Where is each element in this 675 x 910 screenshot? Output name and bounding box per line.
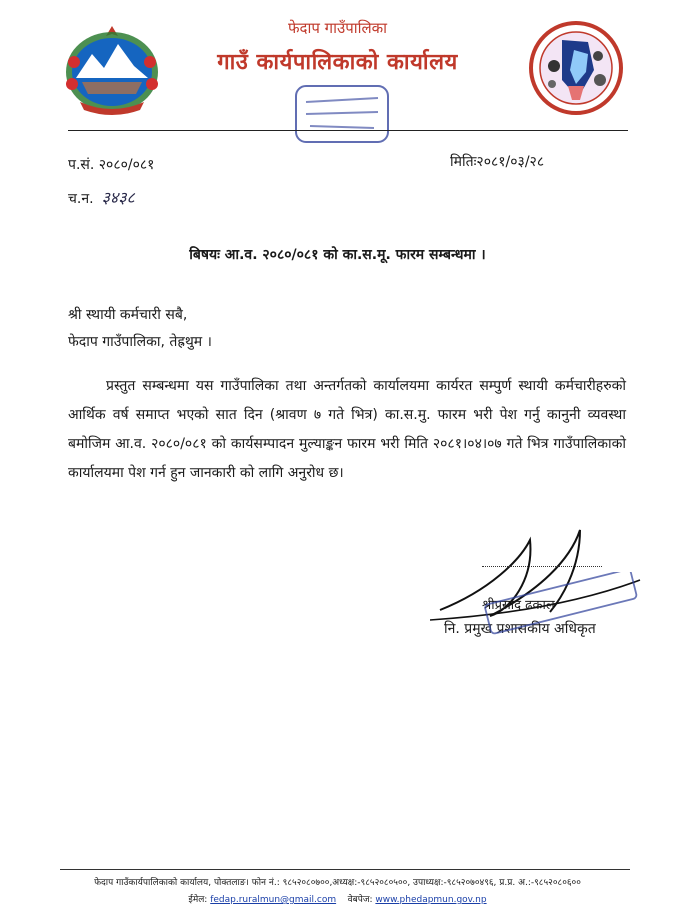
dispatch-label: च.न. <box>68 191 94 207</box>
email-link[interactable]: fedap.ruralmun@gmail.com <box>210 895 337 905</box>
signatory-title: नि. प्रमुख प्रशासकीय अधिकृत <box>444 621 596 637</box>
office-title: गाउँ कार्यपालिकाको कार्यालय <box>217 50 458 75</box>
reference-number: प.सं. २०८०/०८१ <box>68 157 155 173</box>
dispatch-number <box>68 186 135 208</box>
letter-body: प्रस्तुत सम्बन्धमा यस गाउँपालिका तथा अन्तर्गतको कार्यालयमा कार्यरत सम्पुर्ण स्थायी कर्मचारीहरुको आर्थिक वर्ष समाप्त भएको सात दिन (श्रावण ७ गते भित्र) का.स.मु. फारम भरी पेश गर्नु कानुनी व्यवस्था बमोजिम आ.व. २०८०/०८१ को कार्यसम्पादन मुल्याङ्कन फारम भरी मिति २०८१।०४।०७ गते भित्र गाउँपालिकाको कार्यालयमा पेश गर्न हुन जानकारी को लागि अनुरोध छ। <box>68 378 626 481</box>
email-label: ईमेल: <box>188 895 208 905</box>
addressee-line-2: फेदाप गाउँपालिका, तेह्रथुम । <box>68 334 212 350</box>
dispatch-value: ३४३८ <box>101 188 135 207</box>
municipality-logo-icon <box>528 20 624 116</box>
web-label: वेबपेज: <box>347 895 373 905</box>
website-link[interactable]: www.phedapmun.gov.np <box>375 895 487 905</box>
designation-stamp-icon <box>478 572 648 642</box>
footer-links <box>0 892 675 905</box>
footer-divider <box>60 869 630 870</box>
office-stamp-icon <box>292 82 392 146</box>
letter-date: मितिः२०८१/०३/२८ <box>450 154 545 170</box>
subject-line: बिषयः आ.व. २०८०/०८१ को का.स.मू. फारम सम्बन्धमा । <box>189 247 486 263</box>
addressee-line-1: श्री स्थायी कर्मचारी सबै, <box>68 307 188 323</box>
footer-contact: फेदाप गाउँकार्यपालिकाको कार्यालय, पोक्तलाङ। फोन नं.: ९८५२०८०७००,अध्यक्ष:-९८५२०८०५००, उपाध्यक्ष:-९८५२०७०४९६, प्र.प्र. अ.:-९८५२०८०६०० <box>94 878 581 888</box>
signatory-name: श्रीप्रसाद ढकाल <box>482 598 555 613</box>
signature-line <box>482 566 602 567</box>
municipality-name: फेदाप गाउँपालिका <box>287 19 388 37</box>
header-divider <box>68 130 628 131</box>
